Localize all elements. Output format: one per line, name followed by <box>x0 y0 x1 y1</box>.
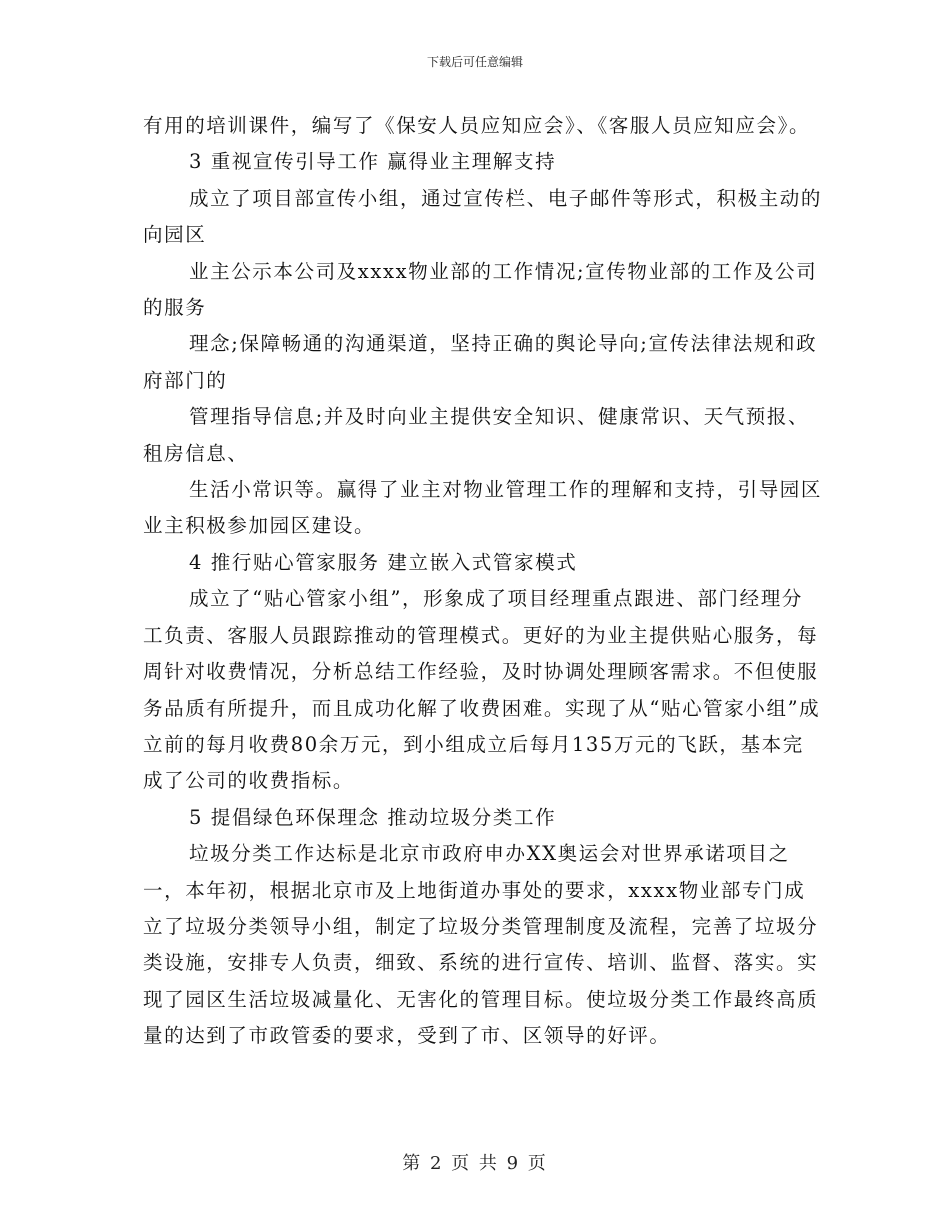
page-footer-number: 第 2 页 共 9 页 <box>402 1153 548 1174</box>
paragraph: 垃圾分类工作达标是北京市政府申办XX奥运会对世界承诺项目之一，本年初，根据北京市及上地街道办事处的要求，xxxx物业部专门成立了垃圾分类领导小组，制定了垃圾分类管理制度及流程，完善了垃圾分类设施，安排专人负责，细致、系统的进行宣传、培训、监督、落实。实现了园区生活垃圾减量化、无害化的管理目标。使垃圾分类工作最终高质量的达到了市政管委的要求，受到了市、区领导的好评。 <box>143 842 819 1048</box>
page-header-note: 下载后可任意编辑 <box>426 55 523 69</box>
paragraph: 管理指导信息;并及时向业主提供安全知识、健康常识、天气预报、租房信息、 <box>143 405 810 465</box>
section-heading: 5 提倡绿色环保理念 推动垃圾分类工作 <box>189 805 557 829</box>
paragraph: 成立了“贴心管家小组”，形象成了项目经理重点跟进、部门经理分工负责、客服人员跟踪推动的管理模式。更好的为业主提供贴心服务，每周针对收费情况，分析总结工作经验，及时协调处理顾客需求。不但使服务品质有所提升，而且成功化解了收费困难。实现了从“贴心管家小组”成立前的每月收费80余万元，到小组成立后每月135万元的飞跃，基本完成了公司的收费指标。 <box>143 587 821 793</box>
paragraph: 有用的培训课件，编写了《保安人员应知应会》、《客服人员应知应会》。 <box>143 114 811 137</box>
paragraph: 理念;保障畅通的沟通渠道，坚持正确的舆论导向;宣传法律法规和政府部门的 <box>143 332 818 392</box>
section-heading: 3 重视宣传引导工作 赢得业主理解支持 <box>189 150 557 174</box>
paragraph: 业主公示本公司及xxxx物业部的工作情况;宣传物业部的工作及公司的服务 <box>143 259 818 320</box>
paragraph: 生活小常识等。赢得了业主对物业管理工作的理解和支持，引导园区业主积极参加园区建设。 <box>143 478 823 538</box>
paragraph: 成立了项目部宣传小组，通过宣传栏、电子邮件等形式，积极主动的向园区 <box>143 186 823 247</box>
document-body <box>143 108 823 1055</box>
section-heading: 4 推行贴心管家服务 建立嵌入式管家模式 <box>189 550 578 574</box>
